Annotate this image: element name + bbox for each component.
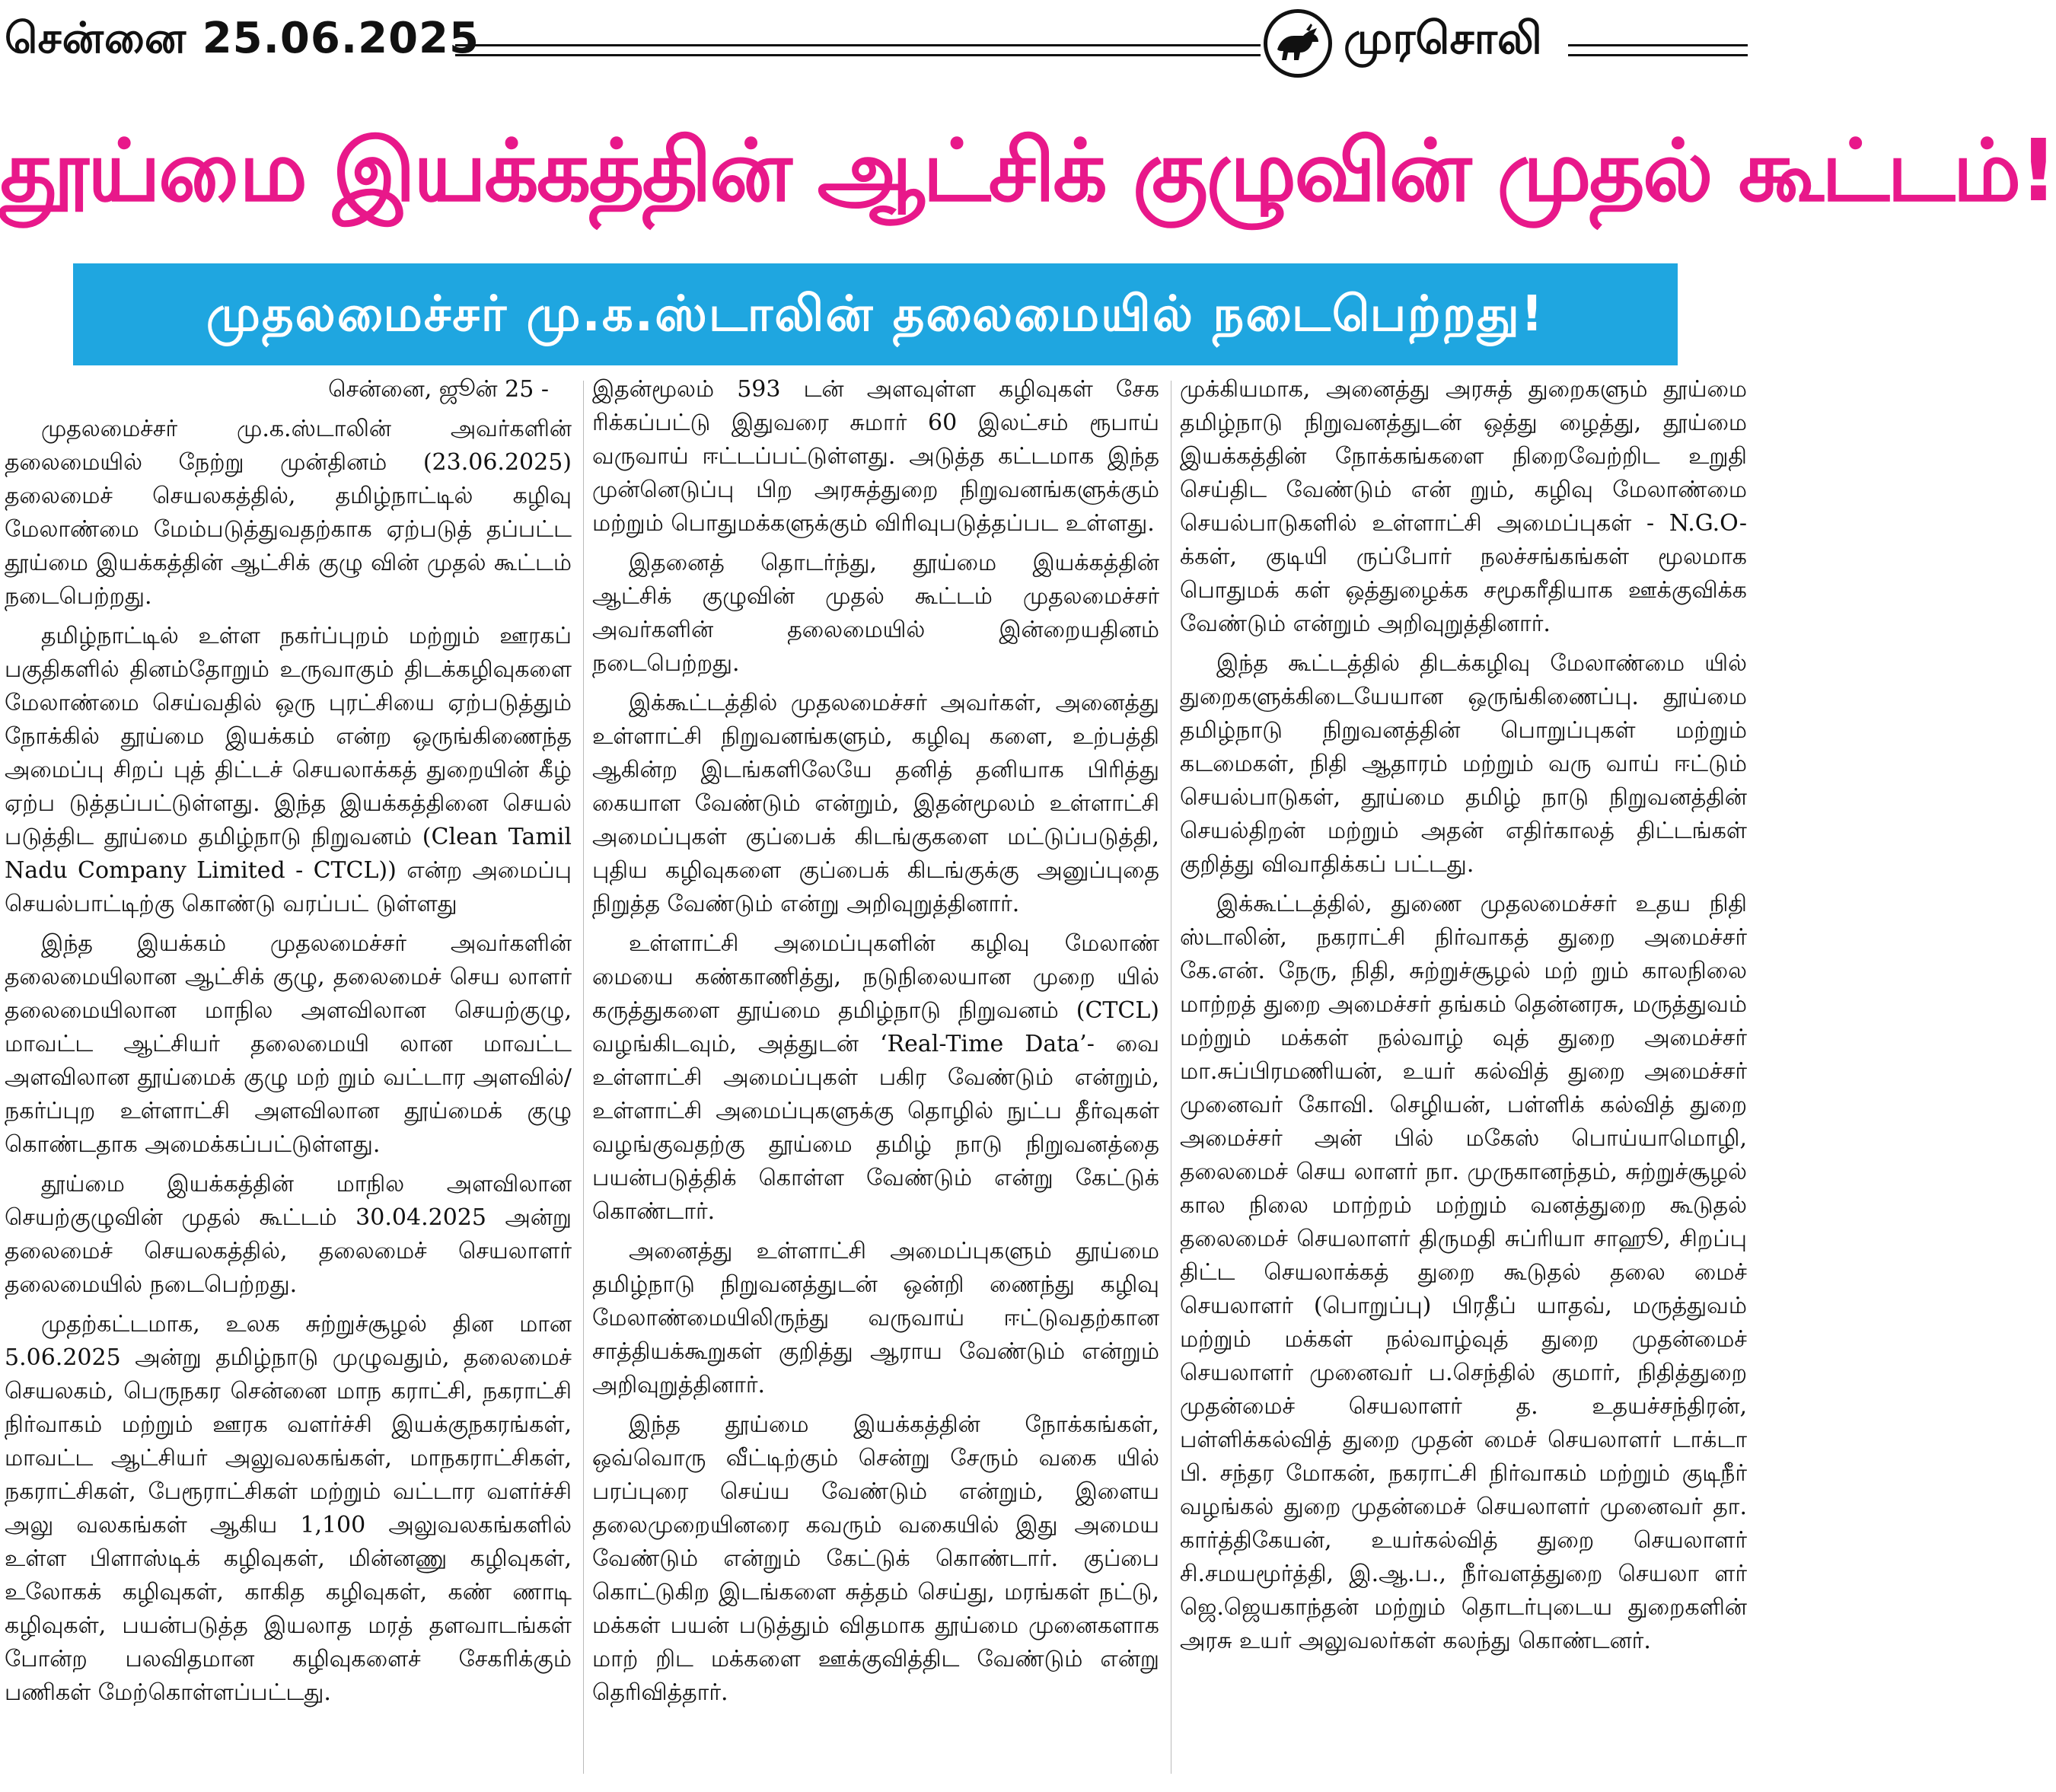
article-column-2	[592, 373, 1159, 1781]
article-paragraph: முக்கியமாக, அனைத்து அரசுத் துறைகளும் தூய்மை தமிழ்நாடு நிறுவனத்துடன் ஒத்து ழைத்து, தூய்மை இயக்கத்தின் நோக்கங்களை நிறைவேற்றிட உறுதி செய்திட வேண்டும் என் றும், கழிவு மேலாண்மை செயல்பாடுகளில் உள்ளாட்சி அமைப்புகள் - N.G.O-க்கள், குடியி ருப்போர் நலச்சங்கங்கள் மூலமாக பொதுமக் கள் ஒத்துழைக்க சமூகரீதியாக ஊக்குவிக்க வேண்டும் என்றும் அறிவுறுத்தினார்.	[1180, 376, 1747, 637]
newspaper-name: முரசொலி	[1344, 12, 1542, 64]
article-paragraph: அனைத்து உள்ளாட்சி அமைப்புகளும் தூய்மை தமிழ்நாடு நிறுவனத்துடன் ஒன்றி ணைந்து கழிவு மேலாண்மையிலிருந்து வருவாய் ஈட்டுவதற்கான சாத்தியக்கூறுகள் குறித்து ஆராய வேண்டும் என்றும் அறிவுறுத்தினார்.	[592, 1238, 1159, 1398]
article-dateline: சென்னை, ஜூன் 25 -	[328, 376, 549, 403]
article-column-3	[1180, 373, 1747, 1781]
article-paragraph: முதலமைச்சர் மு.க.ஸ்டாலின் அவர்களின் தலைமையில் நேற்று முன்தினம் (23.06.2025) தலைமைச் செயலகத்தில், தமிழ்நாட்டில் கழிவு மேலாண்மை மேம்படுத்துவதற்காக ஏற்படுத் தப்பட்ட தூய்மை இயக்கத்தின் ஆட்சிக் குழு வின் முதல் கூட்டம் நடைபெற்றது.	[5, 416, 572, 610]
article-paragraph: முதற்கட்டமாக, உலக சுற்றுச்சூழல் தின மான 5.06.2025 அன்று தமிழ்நாடு முழுவதும், தலைமைச் செயலகம், பெருநகர சென்னை மாந கராட்சி, நகராட்சி நிர்வாகம் மற்றும் ஊரக வளர்ச்சி இயக்குநகரங்கள், மாவட்ட ஆட்சியர் அலுவலகங்கள், மாநகராட்சிகள், நகராட்சிகள், பேரூராட்சிகள் மற்றும் வட்டார வளர்ச்சி அலு வலகங்கள் ஆகிய 1,100 அலுவலகங்களில் உள்ள பிளாஸ்டிக் கழிவுகள், மின்னணு கழிவுகள், உலோகக் கழிவுகள், காகித கழிவுகள், கண் ணாடி கழிவுகள், பயன்படுத்த இயலாத மரத் தளவாடங்கள் போன்ற பலவிதமான கழிவுகளைச் சேகரிக்கும் பணிகள் மேற்கொள்ளப்பட்டது.	[5, 1311, 572, 1706]
article-paragraph: தமிழ்நாட்டில் உள்ள நகர்ப்புறம் மற்றும் ஊரகப் பகுதிகளில் தினம்தோறும் உருவாகும் திடக்கழிவுகளை மேலாண்மை செய்வதில் ஒரு புரட்சியை ஏற்படுத்தும் நோக்கில் தூய்மை இயக்கம் என்ற ஒருங்கிணைந்த அமைப்பு சிறப் புத் திட்டச் செயலாக்கத் துறையின் கீழ் ஏற்ப டுத்தப்பட்டுள்ளது. இந்த இயக்கத்தினை செயல் படுத்திட தூய்மை தமிழ்நாடு நிறுவனம் (Clean Tamil Nadu Company Limited - CTCL)) என்ற அமைப்பு செயல்பாட்டிற்கு கொண்டு வரப்பட் டுள்ளது	[5, 623, 572, 917]
article-paragraph: இக்கூட்டத்தில், துணை முதலமைச்சர் உதய நிதி ஸ்டாலின், நகராட்சி நிர்வாகத் துறை அமைச்சர் கே.என். நேரு, நிதி, சுற்றுச்சூழல் மற் றும் காலநிலை மாற்றத் துறை அமைச்சர் தங்கம் தென்னரசு, மருத்துவம் மற்றும் மக்கள் நல்வாழ் வுத் துறை அமைச்சர் மா.சுப்பிரமணியன், உயர் கல்வித் துறை அமைச்சர் முனைவர் கோவி. செழியன், பள்ளிக் கல்வித் துறை அமைச்சர் அன் பில் மகேஸ் பொய்யாமொழி, தலைமைச் செய லாளர் நா. முருகானந்தம், சுற்றுச்சூழல் கால நிலை மாற்றம் மற்றும் வனத்துறை கூடுதல் தலைமைச் செயலாளர் திருமதி சுப்ரியா சாஹூ, சிறப்பு திட்ட செயலாக்கத் துறை கூடுதல் தலை மைச் செயலாளர் (பொறுப்பு) பிரதீப் யாதவ், மருத்துவம் மற்றும் மக்கள் நல்வாழ்வுத் துறை முதன்மைச் செயலாளர் முனைவர் ப.செந்தில் குமார், நிதித்துறை முதன்மைச் செயலாளர் த. உதயச்சந்திரன், பள்ளிக்கல்வித் துறை முதன் மைச் செயலாளர் டாக்டா பி. சந்தர மோகன், நகராட்சி நிர்வாகம் மற்றும் குடிநீர் வழங்கல் துறை முதன்மைச் செயலாளர் முனைவர் தா. கார்த்திகேயன், உயர்கல்வித் துறை செயலாளர் சி.சமயமூர்த்தி, இ.ஆ.ப., நீர்வளத்துறை செயலா ளர் ஜெ.ஜெயகாந்தன் மற்றும் தொடர்புடைய துறைகளின் அரசு உயர் அலுவலர்கள் கலந்து கொண்டனர்.	[1180, 891, 1747, 1654]
article-paragraph: இந்த இயக்கம் முதலமைச்சர் அவர்களின் தலைமையிலான ஆட்சிக் குழு, தலைமைச் செய லாளர் தலைமையிலான மாநில அளவிலான செயற்குழு, மாவட்ட ஆட்சியர் தலைமையி லான மாவட்ட அளவிலான தூய்மைக் குழு மற் றும் வட்டார அளவில்/ நகர்ப்புற உள்ளாட்சி அளவிலான தூய்மைக் குழு கொண்டதாக அமைக்கப்பட்டுள்ளது.	[5, 930, 572, 1158]
article-paragraph: இந்த கூட்டத்தில் திடக்கழிவு மேலாண்மை யில் துறைகளுக்கிடையேயான ஒருங்கிணைப்பு. தூய்மை தமிழ்நாடு நிறுவனத்தின் பொறுப்புகள் மற்றும் கடமைகள், நிதி ஆதாரம் மற்றும் வரு வாய் ஈட்டும் செயல்பாடுகள், தூய்மை தமிழ் நாடு நிறுவனத்தின் செயல்திறன் மற்றும் அதன் எதிர்காலத் திட்டங்கள் குறித்து விவாதிக்கப் பட்டது.	[1180, 650, 1747, 878]
bull-logo-icon	[1264, 9, 1332, 78]
masthead-rule-left	[455, 44, 1261, 56]
article-paragraph: உள்ளாட்சி அமைப்புகளின் கழிவு மேலாண் மையை கண்காணித்து, நடுநிலையான முறை யில் கருத்துகளை தூய்மை தமிழ்நாடு நிறுவனம் (CTCL) வழங்கிடவும், அத்துடன் ‘Real-Time Data’- வை உள்ளாட்சி அமைப்புகள் பகிர வேண்டும் என்றும், உள்ளாட்சி அமைப்புகளுக்கு தொழில் நுட்ப தீர்வுகள் வழங்குவதற்கு தூய்மை தமிழ் நாடு நிறுவனத்தை பயன்படுத்திக் கொள்ள வேண்டும் என்று கேட்டுக் கொண்டார்.	[592, 930, 1159, 1225]
masthead	[0, 0, 1752, 91]
masthead-dateline: சென்னை 25.06.2025	[5, 14, 480, 63]
article-paragraph: இக்கூட்டத்தில் முதலமைச்சர் அவர்கள், அனைத்து உள்ளாட்சி நிறுவனங்களும், கழிவு களை, உற்பத்தி ஆகின்ற இடங்களிலேயே தனித் தனியாக பிரித்து கையாள வேண்டும் என்றும், இதன்மூலம் உள்ளாட்சி அமைப்புகள் குப்பைக் கிடங்குகளை மட்டுப்படுத்தி, புதிய கழிவுகளை குப்பைக் கிடங்குக்கு அனுப்புதை நிறுத்த வேண்டும் என்று அறிவுறுத்தினார்.	[592, 690, 1159, 917]
article-column-1	[5, 373, 572, 1781]
subheadline-banner: முதலமைச்சர் மு.க.ஸ்டாலின் தலைமையில் நடைபெற்றது!	[73, 263, 1678, 365]
article-paragraph: இதனைத் தொடர்ந்து, தூய்மை இயக்கத்தின் ஆட்சிக் குழுவின் முதல் கூட்டம் முதலமைச்சர் அவர்களின் தலைமையில் இன்றையதினம் நடைபெற்றது.	[592, 550, 1159, 677]
masthead-rule-right	[1568, 44, 1748, 56]
article-paragraph: தூய்மை இயக்கத்தின் மாநில அளவிலான செயற்குழுவின் முதல் கூட்டம் 30.04.2025 அன்று தலைமைச் செயலகத்தில், தலைமைச் செயலாளர் தலைமையில் நடைபெற்றது.	[5, 1171, 572, 1298]
headline: தூய்மை இயக்கத்தின் ஆட்சிக் குழுவின் முதல் கூட்டம்!	[0, 122, 2056, 221]
column-divider	[583, 381, 584, 1774]
article-paragraph: இந்த தூய்மை இயக்கத்தின் நோக்கங்கள், ஒவ்வொரு வீட்டிற்கும் சென்று சேரும் வகை யில் பரப்புரை செய்ய வேண்டும் என்றும், இளைய தலைமுறையினரை கவரும் வகையில் இது அமைய வேண்டும் என்றும் கேட்டுக் கொண்டார். குப்பை கொட்டுகிற இடங்களை சுத்தம் செய்து, மரங்கள் நட்டு, மக்கள் பயன் படுத்தும் விதமாக தூய்மை முனைகளாக மாற் றிட மக்களை ஊக்குவித்திட வேண்டும் என்று தெரிவித்தார்.	[592, 1411, 1159, 1706]
article-paragraph: இதன்மூலம் 593 டன் அளவுள்ள கழிவுகள் சேக ரிக்கப்பட்டு இதுவரை சுமார் 60 இலட்சம் ரூபாய் வருவாய் ஈட்டப்பட்டுள்ளது. அடுத்த கட்டமாக இந்த முன்னெடுப்பு பிற அரசுத்துறை நிறுவனங்களுக்கும் மற்றும் பொதுமக்களுக்கும் விரிவுபடுத்தப்பட உள்ளது.	[592, 376, 1159, 537]
